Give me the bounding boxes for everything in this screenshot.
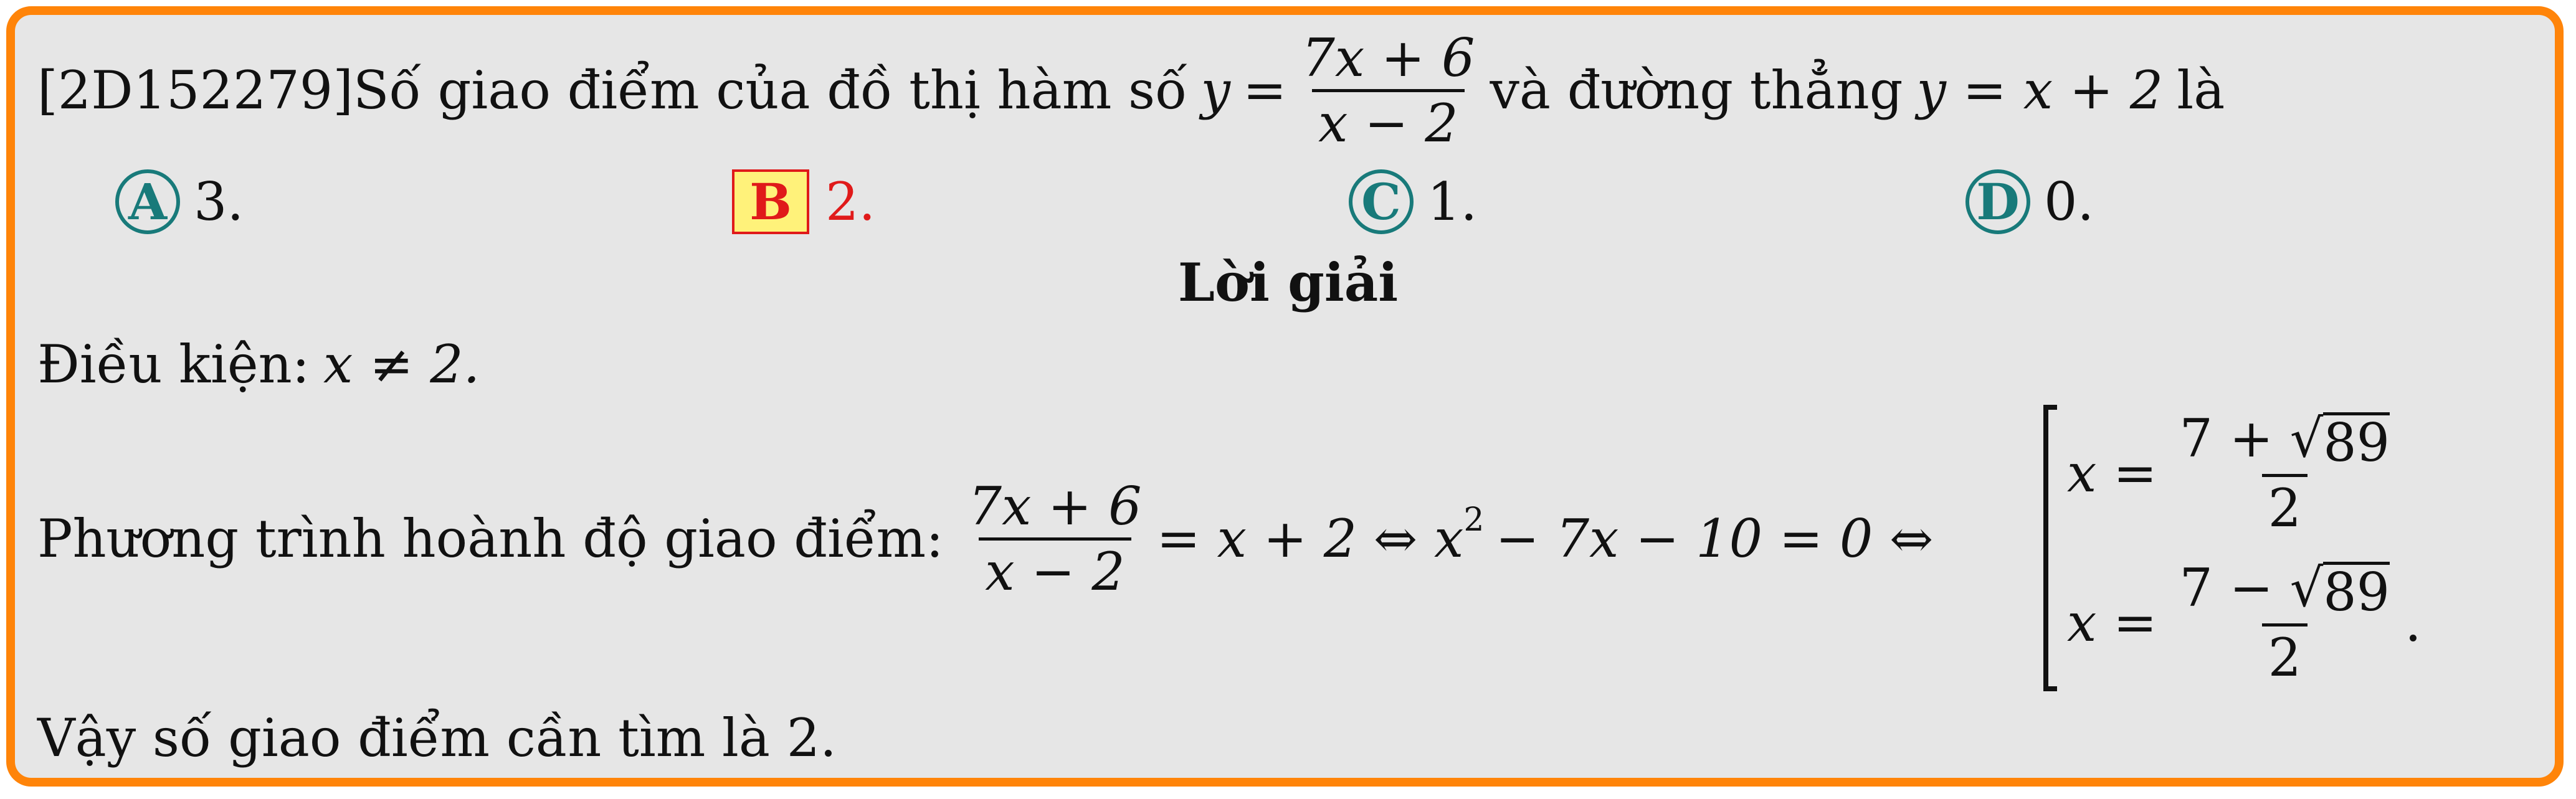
root-2-lhs: x = [2067, 592, 2157, 653]
root-2-sqrt [2289, 557, 2390, 623]
question-text-middle: và đường thẳng [1490, 60, 1903, 121]
question-text-after: là [2177, 60, 2225, 121]
equation-line [37, 473, 1933, 604]
option-a[interactable] [115, 169, 244, 234]
equation-rhs-part2: − 7x − 10 = 0 ⇔ [1495, 508, 1934, 569]
root-2-numerator [2173, 557, 2396, 623]
option-b-letter: B [732, 169, 809, 234]
line-equation: y = x + 2 [1916, 60, 2164, 121]
conclusion-line [37, 707, 837, 768]
root-1 [2067, 405, 2405, 542]
root-1-sqrt [2289, 408, 2390, 473]
option-c-letter: C [1349, 169, 1414, 234]
function-numerator: 7x + 6 [1301, 27, 1475, 88]
equation-numerator: 7x + 6 [968, 475, 1142, 537]
option-a-letter: A [115, 169, 180, 234]
question-line [37, 25, 2225, 156]
function-denominator: x − 2 [1312, 89, 1465, 149]
sqrt-icon: √ [2289, 557, 2324, 618]
root-2-fraction [2173, 557, 2396, 688]
equals-sign: = [1243, 60, 1287, 121]
option-c[interactable] [1349, 169, 1477, 234]
option-c-value: 1. [1427, 171, 1478, 232]
condition-line [37, 334, 480, 395]
root-1-lhs: x = [2067, 443, 2157, 504]
sqrt-icon: √ [2289, 408, 2324, 469]
root-1-num-a: 7 + [2179, 408, 2273, 469]
question-code: [2D152279] [37, 60, 353, 121]
equation-fraction [962, 475, 1148, 602]
equation-denominator: x − 2 [979, 537, 1131, 598]
option-b[interactable] [732, 169, 875, 234]
equation-label: Phương trình hoành độ giao điểm: [37, 508, 944, 569]
equation-exponent: 2 [1463, 501, 1485, 539]
equation-rhs-part1: = x + 2 ⇔ x [1156, 508, 1464, 569]
conclusion-text: Vậy số giao điểm cần tìm là 2. [37, 707, 837, 768]
root-1-numerator [2173, 408, 2396, 474]
root-2-num-a: 7 − [2179, 557, 2273, 618]
root-1-fraction [2173, 408, 2396, 539]
root-2-end: . [2405, 592, 2422, 653]
root-2 [2067, 554, 2422, 691]
option-d-letter: D [1965, 169, 2030, 234]
condition-math: x ≠ 2. [323, 334, 480, 395]
root-1-denominator: 2 [2262, 474, 2307, 534]
question-text-before: Số giao điểm của đồ thị hàm số [353, 60, 1187, 121]
function-variable: y [1200, 60, 1231, 121]
system-bracket [2043, 405, 2057, 691]
condition-label: Điều kiện: [37, 334, 310, 395]
option-b-value: 2. [825, 171, 876, 232]
option-a-value: 3. [194, 171, 244, 232]
root-1-radicand: 89 [2323, 412, 2390, 473]
solution-heading: Lời giải [1177, 252, 1399, 313]
root-2-denominator: 2 [2262, 623, 2307, 684]
option-d-value: 0. [2044, 171, 2094, 232]
root-2-radicand: 89 [2323, 562, 2390, 623]
roots-system [2043, 405, 2442, 691]
function-fraction [1295, 27, 1481, 154]
option-d[interactable] [1965, 169, 2094, 234]
